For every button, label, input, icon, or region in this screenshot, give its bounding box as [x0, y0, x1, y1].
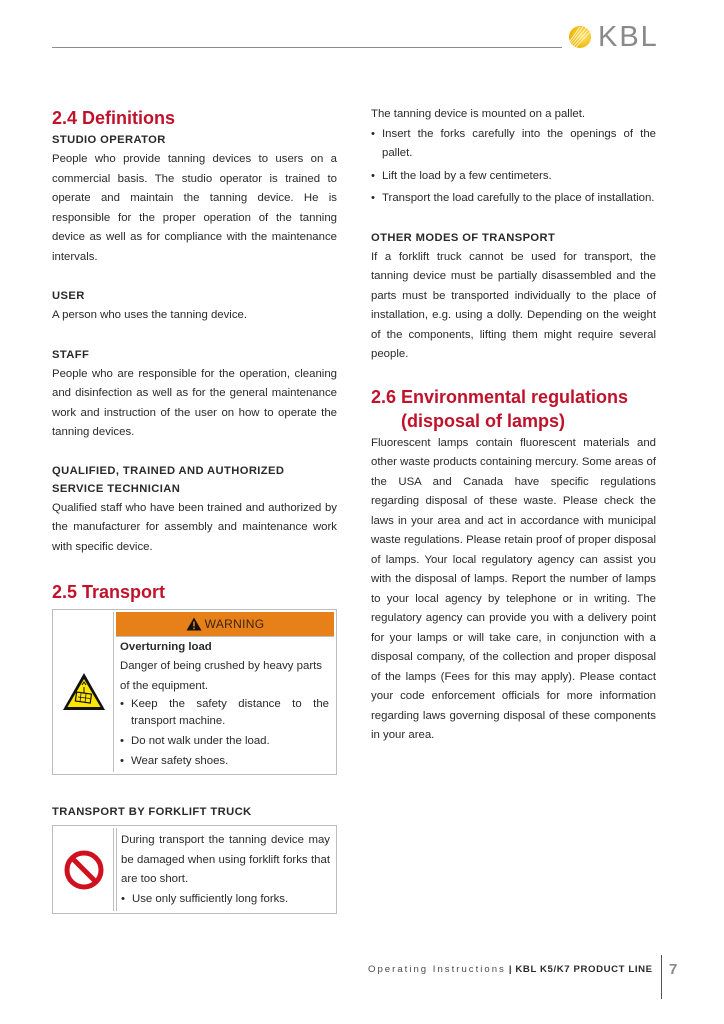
- warning-bullets: [120, 696, 329, 771]
- warning-bullet: • Do not walk under the load.: [120, 732, 329, 752]
- footer-product-line: | KBL K5/K7 PRODUCT LINE: [508, 964, 653, 975]
- left-column: [52, 104, 337, 914]
- header-rule: [52, 47, 562, 48]
- warning-body: [116, 612, 334, 772]
- term-user: USER: [52, 290, 85, 302]
- term-service-technician-line2: SERVICE TECHNICIAN: [52, 482, 181, 495]
- definition-staff: People who are responsible for the operation, cleaning and disinfection as well as for the general maintenance work and instruction of the user on how to operate the tanning devices.: [52, 367, 337, 438]
- warning-icon-cell: [55, 612, 114, 772]
- section-title-transport: 2.5 Transport: [52, 582, 166, 602]
- prohibition-icon-cell: [55, 828, 114, 911]
- right-column: [371, 104, 656, 746]
- term-studio-operator: STUDIO OPERATOR: [52, 134, 166, 146]
- other-modes-text: If a forklift truck cannot be used for transport, the tanning device must be partially disassembled and the parts must be transported individually to the place of installation, e.g. using a dolly. Depending on the weight of the components, lifting them might require several people.: [371, 250, 656, 360]
- warning-bullet: • Wear safety shoes.: [120, 752, 329, 772]
- environmental-text: Fluorescent lamps contain fluorescent materials and other waste products containing mercury. Some areas of the USA and Canada have specific regulations regarding disposal of these waste. Please check the laws in your area and act in accordance with municipal waste regulations. Please retain proof of proper disposal of lamps. Your local regulatory agency can assist you with the disposal of lamps. Report the number of lamps to your local agency by telephone or in writing. The regulatory agency can provide you with a delivery point for your lamps or will take care, in conjunction with a disposal company, of the collection and proper disposal of the lamps (Fees for this may apply). Please contact your code enforcement officials for more information regarding laws governing disposal of these components in your area.: [371, 436, 656, 741]
- warning-signal-bar: [116, 612, 334, 637]
- logo-text: KBL: [598, 21, 659, 53]
- pallet-step: • Insert the forks carefully into the openings of the pallet.: [371, 125, 656, 164]
- definition-studio-operator: People who provide tanning devices to users on a commercial basis. The studio operator is trained to operate and maintain the tanning device. He is responsible for the proper operation of the tanning device as well as for compliance with the maintenance intervals.: [52, 153, 337, 263]
- warning-heading: Overturning load: [120, 641, 212, 653]
- pallet-step: • Transport the load carefully to the place of installation.: [371, 189, 656, 209]
- footer-doc-type: Operating Instructions: [368, 964, 506, 975]
- section-title-definitions: 2.4 Definitions: [52, 108, 176, 128]
- exclamation-triangle-icon: [186, 617, 202, 631]
- term-service-technician-line1: QUALIFIED, TRAINED AND AUTHORIZED: [52, 464, 285, 477]
- definition-user: A person who uses the tanning device.: [52, 309, 248, 321]
- other-modes-heading: OTHER MODES OF TRANSPORT: [371, 231, 556, 244]
- forklift-notice-text: During transport the tanning device may be damaged when using forklift forks that are too short.: [121, 834, 330, 885]
- forklift-notice-bullets: [121, 890, 330, 910]
- warning-box: [52, 609, 337, 775]
- overturning-load-warning-icon: [61, 671, 107, 713]
- forklift-heading: TRANSPORT BY FORKLIFT TRUCK: [52, 806, 252, 818]
- pallet-step: • Lift the load by a few centimeters.: [371, 167, 656, 187]
- term-staff: STAFF: [52, 348, 90, 361]
- pallet-intro: The tanning device is mounted on a pallet.: [371, 108, 586, 120]
- kbl-logo: [566, 22, 659, 52]
- footer-divider: [661, 955, 662, 999]
- section-title-environmental: 2.6 Environmental regulations: [371, 386, 629, 407]
- definition-service-technician: Qualified staff who have been trained and authorized by the manufacturer for assembly and maintenance work with specific device.: [52, 501, 337, 553]
- warning-text: Danger of being crushed by heavy parts of the equipment.: [120, 660, 322, 692]
- forklift-notice-content: [116, 828, 334, 911]
- forklift-bullet: • Use only sufficiently long forks.: [121, 890, 330, 910]
- page-number: 7: [669, 961, 678, 978]
- prohibition-icon: [63, 849, 105, 891]
- footer: [368, 964, 653, 975]
- warning-signal-word: WARNING: [204, 617, 265, 631]
- warning-content: [116, 637, 334, 772]
- sun-shell-icon: [566, 24, 592, 50]
- pallet-steps: [371, 125, 656, 209]
- section-title-environmental-line2: (disposal of lamps): [401, 410, 566, 431]
- warning-bullet: • Keep the safety distance to the transport machine.: [120, 696, 329, 729]
- forklift-notice-box: [52, 825, 337, 914]
